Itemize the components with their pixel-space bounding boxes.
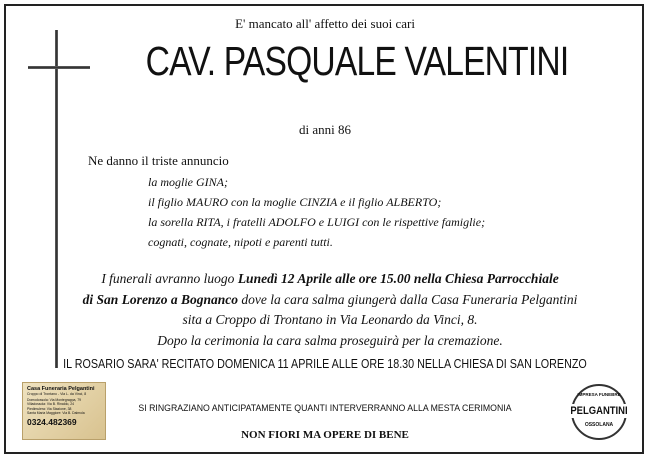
funeral-date-church: Lunedì 12 Aprile alle ore 15.00 nella Chiesa Parrocchiale [237, 271, 559, 286]
relatives-list [148, 172, 485, 252]
announcement-intro: Ne danno il triste annuncio [88, 153, 229, 168]
relative-line: la moglie GINA; [148, 175, 228, 189]
card-address: Piedimulera: Via Stazione, 38 [27, 406, 72, 411]
card-address: Domodossola: Via Montegrappa, 79 [27, 398, 82, 402]
funeral-line-1 [40, 269, 620, 290]
card-address: Villadossola: Via B. Rinaldo, 24 [27, 402, 74, 407]
logo-top-text: IMPRESA FUNEBRE [577, 392, 621, 397]
deceased-name: CAV. PASQUALE VALENTINI [145, 38, 569, 84]
funeral-location: di San Lorenzo a Bognanco [82, 291, 238, 307]
funeral-line-1-text: I funerali avranno luogo [101, 271, 238, 286]
card-subtitle: Croppo di Trontano - Via L. da Vinci, 8 [27, 392, 87, 396]
funeral-line-2-text: dove la cara salma giungerà dalla Casa Funeraria Pelgantini [237, 291, 578, 307]
funeral-line-3: sita a Croppo di Trontano in Via Leonardo da Vinci, 8. [182, 312, 478, 327]
cross-icon-horizontal [28, 66, 90, 69]
logo-bottom-text: OSSOLANA [584, 422, 614, 428]
relative-line: il figlio MAURO con la moglie CINZIA e il figlio ALBERTO; [148, 195, 442, 209]
age-text: di anni 86 [299, 122, 351, 137]
pelgantini-logo [563, 384, 635, 444]
logo-main-text: PELGANTINI [568, 404, 630, 418]
funeral-line-4: Dopo la cerimonia la cara salma proseguirà per la cremazione. [157, 332, 503, 348]
card-phone: 0324.482369 [27, 417, 77, 428]
relative-line: la sorella RITA, i fratelli ADOLFO e LUIGI con le rispettive famiglie; [148, 215, 486, 229]
card-title: Casa Funeraria Pelgantini [27, 386, 95, 392]
thanks-text: SI RINGRAZIANO ANTICIPATAMENTE QUANTI INTERVERRANNO ALLA MESTA CERIMONIA [138, 403, 512, 414]
relative-line: cognati, cognate, nipoti e parenti tutti. [148, 235, 333, 249]
funeral-line-2 [40, 290, 620, 311]
rosary-notice: IL ROSARIO SARA' RECITATO DOMENICA 11 APRILE ALLE ORE 18.30 NELLA CHIESA DI SAN LORENZO [63, 357, 587, 371]
card-address: Santa Maria Maggiore: Via B. Dalmola [27, 410, 85, 415]
intro-text: E' mancato all' affetto dei suoi cari [235, 16, 415, 31]
no-flowers-text: NON FIORI MA OPERE DI BENE [241, 429, 409, 441]
funeral-details [40, 269, 620, 351]
